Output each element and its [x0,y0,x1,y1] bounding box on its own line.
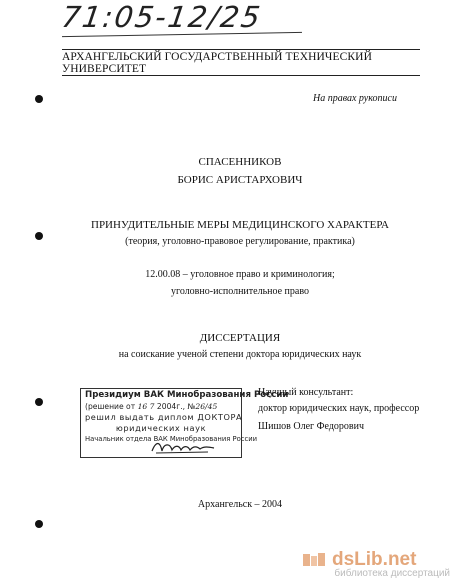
author-name: БОРИС АРИСТАРХОВИЧ [177,174,303,186]
university-name: АРХАНГЕЛЬСКИЙ ГОСУДАРСТВЕННЫЙ ТЕХНИЧЕСКИЙ УНИВЕРСИТЕТ [62,50,372,75]
punch-hole [35,520,43,528]
dslib-watermark [302,549,450,581]
stamp-decision-year: 2004 [156,402,177,411]
punch-hole [35,232,43,240]
advisor-name: Шишов Олег Федорович [258,421,365,432]
punch-hole [35,398,43,406]
university-header [62,49,420,76]
handwritten-signature [148,437,218,457]
thesis-title: ПРИНУДИТЕЛЬНЫЕ МЕРЫ МЕДИЦИНСКОГО ХАРАКТЕРА [91,219,389,231]
place-year: Архангельск – 2004 [197,499,283,510]
rights-note: На правах рукописи [313,93,397,104]
stamp-decision [85,401,237,412]
book-stack-icon [302,552,328,568]
thesis-subtitle: (теория, уголовно-правовое регулирование, практика) [125,236,355,247]
specialty-name: уголовно-исполнительное право [170,286,310,297]
handwritten-catalog-number: 71:05-12/25 [59,0,265,34]
advisor-label: Научный консультант: [258,387,354,398]
stamp-decision-prefix: (решение от [85,402,136,411]
dslib-tagline: библиотека диссертаций [334,568,450,579]
degree-sought: на соискание ученой степени доктора юридических наук [118,349,362,360]
stamp-decision-day: 16 [137,402,148,411]
stamp-decision-number: 26/45 [195,402,218,411]
document-type: ДИССЕРТАЦИЯ [199,332,281,344]
stamp-chief-line: Начальник отдела ВАК Минобразования России [85,435,258,443]
stamp-field-line: юридических наук [115,423,207,433]
stamp-title: Президиум ВАК Минобразования России [85,390,289,400]
stamp-issue-line: решил выдать диплом ДОКТОРА [85,412,243,422]
specialty-code: 12.00.08 – уголовное право и криминология; [145,269,335,280]
stamp-decision-no-prefix: г., № [176,402,196,411]
author-surname: СПАСЕННИКОВ [198,156,282,168]
stamp-decision-month: 7 [149,402,155,411]
dslib-brand: dsLib.net [332,549,417,570]
advisor-degree: доктор юридических наук, профессор [258,403,420,414]
punch-hole [35,95,43,103]
